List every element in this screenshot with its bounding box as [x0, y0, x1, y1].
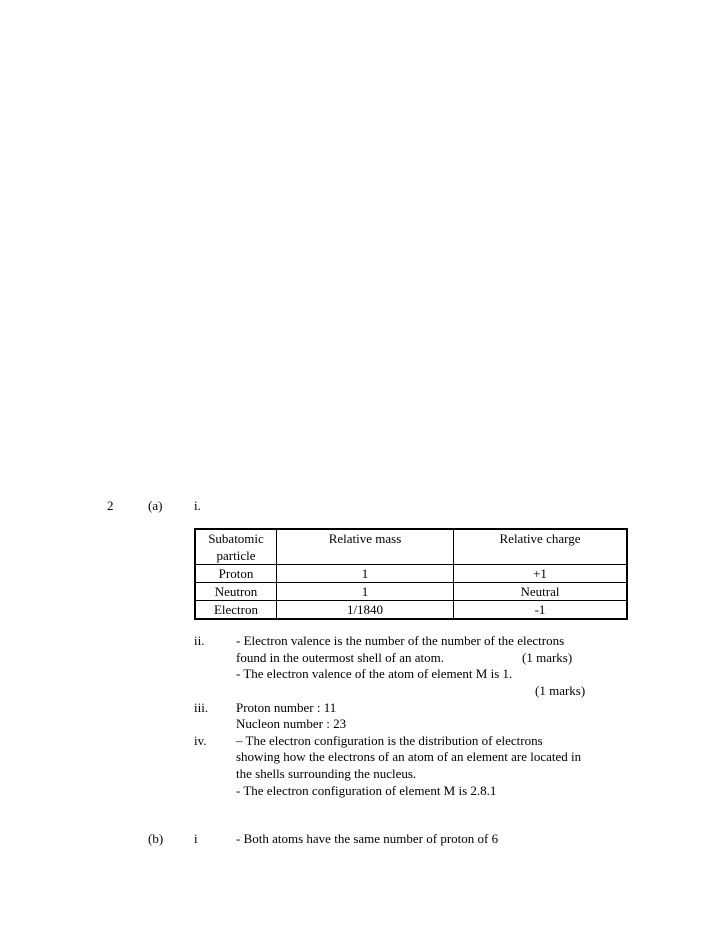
- question-number: 2: [107, 498, 114, 513]
- table-row: [195, 565, 627, 583]
- subpart-iv-label: iv.: [194, 733, 207, 748]
- table-row: [195, 601, 627, 620]
- table-cell: 1/1840: [277, 601, 454, 620]
- answer-text: Nucleon number : 23: [236, 716, 347, 731]
- header-relative-mass: Relative mass: [277, 529, 454, 565]
- header-line: Subatomic: [208, 531, 264, 546]
- answer-text: – The electron configuration is the distribution of electrons: [236, 733, 543, 748]
- header-subatomic-particle: [195, 529, 277, 565]
- answer-text: Proton number : 11: [236, 700, 337, 715]
- subatomic-particle-table: [194, 528, 628, 620]
- table-cell: Proton: [195, 565, 277, 583]
- answer-text: - Electron valence is the number of the number of the electrons: [236, 633, 565, 648]
- table-cell: Electron: [195, 601, 277, 620]
- answer-text: - The electron valence of the atom of element M is 1.: [236, 666, 513, 681]
- table-cell: +1: [454, 565, 628, 583]
- table-header-row: [195, 529, 627, 565]
- answer-text: found in the outermost shell of an atom.: [236, 650, 444, 665]
- table-cell: -1: [454, 601, 628, 620]
- table-cell: Neutral: [454, 583, 628, 601]
- header-relative-charge: Relative charge: [454, 529, 628, 565]
- table-row: [195, 583, 627, 601]
- table-cell: 1: [277, 583, 454, 601]
- table-cell: Neutron: [195, 583, 277, 601]
- marks-label: (1 marks): [522, 650, 573, 665]
- subpart-ii-label: ii.: [194, 633, 205, 648]
- marks-label: (1 marks): [535, 683, 586, 698]
- answer-text: showing how the electrons of an atom of an element are located in: [236, 749, 582, 764]
- answer-text: the shells surrounding the nucleus.: [236, 766, 417, 781]
- header-line: particle: [216, 548, 256, 563]
- answer-text: - Both atoms have the same number of proton of 6: [236, 831, 499, 846]
- subpart-i-label: i.: [194, 498, 201, 513]
- table-cell: 1: [277, 565, 454, 583]
- answer-text: - The electron configuration of element M is 2.8.1: [236, 783, 497, 798]
- subpart-b-i-label: i: [194, 831, 198, 846]
- part-b-label: (b): [148, 831, 164, 846]
- part-a-label: (a): [148, 498, 163, 513]
- subpart-iii-label: iii.: [194, 700, 209, 715]
